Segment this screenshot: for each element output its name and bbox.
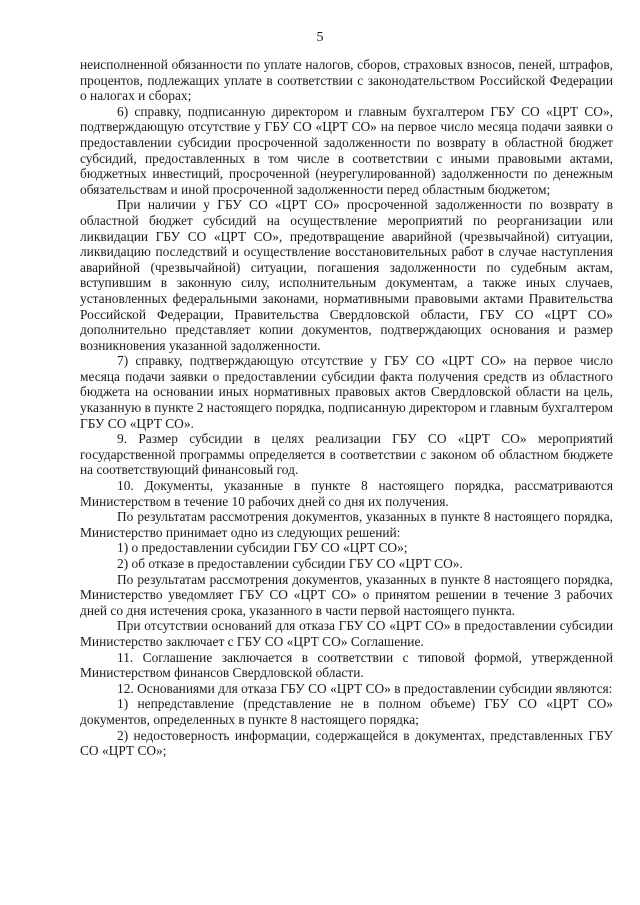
paragraph: 1) о предоставлении субсидии ГБУ СО «ЦРТ СО»; [117, 540, 408, 556]
paragraph: 12. Основаниями для отказа ГБУ СО «ЦРТ СО» в предоставлении субсидии являются: [117, 680, 613, 696]
paragraph: По результатам рассмотрения документов, указанных в пункте 8 настоящего порядка, Министерство уведомляет ГБУ СО «ЦРТ СО» о принятом решении в течение 3 рабочих дней со дня истечения срока, указанного в части первой настоящего пункта. [80, 571, 613, 618]
paragraph: 1) непредставление (представление не в полном объеме) ГБУ СО «ЦРТ СО» документов, определенных в пункте 8 настоящего порядка; [80, 696, 613, 727]
paragraph: 2) недостоверность информации, содержащейся в документах, представленных ГБУ СО «ЦРТ СО»; [80, 727, 613, 759]
paragraph: 9. Размер субсидии в целях реализации ГБУ СО «ЦРТ СО» мероприятий государственной программы определяется в соответствии с законом об областном бюджете на соответствующий финансовый год. [80, 431, 613, 478]
paragraph: 6) справку, подписанную директором и главным бухгалтером ГБУ СО «ЦРТ СО», подтверждающую отсутствие у ГБУ СО «ЦРТ СО» на первое число месяца подачи заявки о предоставлении субсидии просроченной задолженности по возврату в областной бюджет субсидий, предоставленных в том числе в соответствии с иными правовыми актами, бюджетных инвестиций, просроченной (неурегулированной) задолженности по денежным обязательствам и иной просроченной задолженности перед областным бюджетом; [80, 103, 613, 197]
paragraph: По результатам рассмотрения документов, указанных в пункте 8 настоящего порядка, Министерство принимает одно из следующих решений: [80, 509, 613, 540]
page-number: 5 [316, 30, 324, 45]
paragraph: 2) об отказе в предоставлении субсидии ГБУ СО «ЦРТ СО». [117, 556, 463, 571]
paragraph: 11. Соглашение заключается в соответствии с типовой формой, утвержденной Министерством финансов Свердловской области. [80, 649, 613, 681]
document-body [80, 57, 613, 759]
paragraph: При отсутствии оснований для отказа ГБУ СО «ЦРТ СО» в предоставлении субсидии Министерство заключает с ГБУ СО «ЦРТ СО» Соглашение. [80, 618, 613, 649]
paragraph: При наличии у ГБУ СО «ЦРТ СО» просроченной задолженности по возврату в областной бюджет субсидий на осуществление мероприятий по реорганизации или ликвидации ГБУ СО «ЦРТ СО», предотвращение аварийной (чрезвычайной) ситуации, ликвидацию последствий и осуществление восстановительных работ в случае наступления аварийной (чрезвычайной) ситуации, погашения задолженности по судебным актам, вступившим в законную силу, исполнительным документам, а также иных случаев, установленных федеральными законами, нормативными правовыми актами Правительства Российской Федерации, Правительства Свердловской области, ГБУ СО «ЦРТ СО» дополнительно представляет копии документов, подтверждающих основания и размер возникновения указанной задолженности. [80, 197, 613, 353]
paragraph: 10. Документы, указанные в пункте 8 настоящего порядка, рассматриваются Министерством в течение 10 рабочих дней со дня их получения. [80, 478, 613, 509]
paragraph: неисполненной обязанности по уплате налогов, сборов, страховых взносов, пеней, штрафов, процентов, подлежащих уплате в соответствии с законодательством Российской Федерации о налогах и сборах; [80, 57, 613, 104]
paragraph: 7) справку, подтверждающую отсутствие у ГБУ СО «ЦРТ СО» на первое число месяца подачи заявки о предоставлении субсидии факта получения средств из областного бюджета на основании иных нормативных правовых актов Свердловской области на цель, указанную в пункте 2 настоящего порядка, подписанную директором и главным бухгалтером ГБУ СО «ЦРТ СО». [80, 353, 613, 431]
